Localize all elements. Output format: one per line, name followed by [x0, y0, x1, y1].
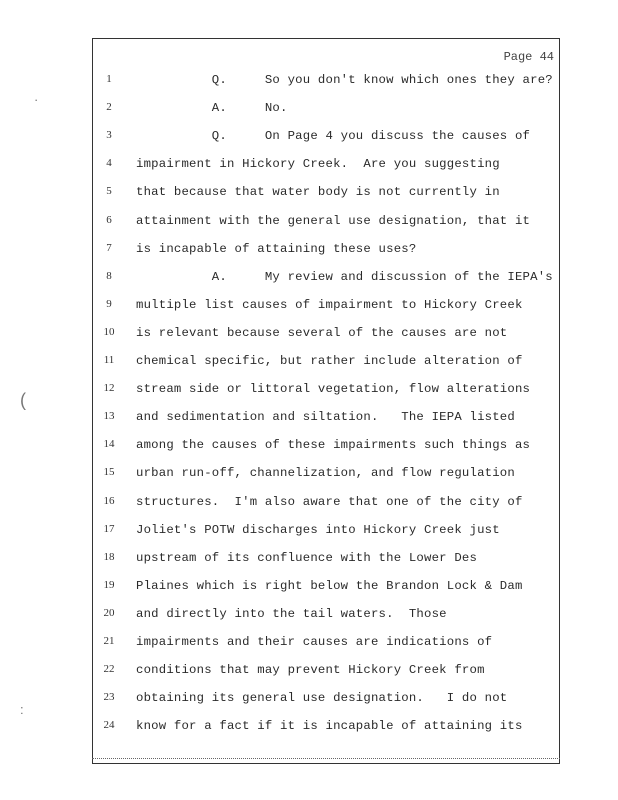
- line-number: 3: [106, 129, 112, 142]
- line-number: 15: [103, 466, 115, 479]
- line-number: 12: [103, 382, 115, 395]
- line-number: 7: [106, 241, 112, 254]
- line-number: 21: [103, 635, 115, 647]
- line-text: A. No.: [136, 101, 288, 116]
- line-number: 2: [106, 101, 112, 114]
- line-text: is relevant because several of the causes are not: [136, 325, 508, 340]
- transcript-line: [92, 270, 558, 290]
- line-number: 11: [103, 354, 115, 366]
- line-text: and sedimentation and siltation. The IEPA listed: [136, 410, 515, 425]
- line-number: 13: [103, 410, 115, 423]
- line-number: 14: [103, 438, 115, 451]
- line-text: impairments and their causes are indications of: [136, 635, 493, 649]
- transcript-line: [92, 635, 558, 655]
- transcript-line: [92, 410, 558, 430]
- line-text: Q. On Page 4 you discuss the causes of: [136, 129, 531, 144]
- line-number: 20: [103, 606, 115, 619]
- transcript-line: [92, 663, 558, 683]
- transcript-line: [92, 719, 558, 739]
- line-number: 19: [103, 578, 115, 591]
- line-number: 23: [103, 691, 115, 704]
- transcript-line: [92, 607, 558, 627]
- line-number: 4: [106, 157, 112, 170]
- line-text: obtaining its general use designation. I do not: [136, 691, 508, 706]
- transcript-line: [92, 438, 558, 458]
- line-number: 18: [103, 550, 115, 563]
- line-text: that because that water body is not currently in: [136, 185, 500, 200]
- transcript-line: [92, 523, 558, 543]
- margin-mark: ·: [34, 92, 39, 107]
- line-number: 1: [106, 73, 112, 85]
- line-text: structures. I'm also aware that one of the city of: [136, 494, 523, 509]
- line-number: 10: [103, 325, 115, 338]
- line-text: attainment with the general use designation, that it: [136, 213, 531, 228]
- line-text: is incapable of attaining these uses?: [136, 241, 417, 256]
- transcript-line: [92, 101, 558, 121]
- transcript-line: [92, 466, 558, 486]
- transcript-line: [92, 157, 558, 177]
- line-number: 8: [106, 269, 112, 282]
- line-text: stream side or littoral vegetation, flow alterations: [136, 382, 531, 397]
- transcript-line: [92, 73, 558, 93]
- transcript-line: [92, 242, 558, 262]
- line-text: urban run-off, channelization, and flow regulation: [136, 466, 515, 481]
- transcript-line: [92, 129, 558, 149]
- transcript-line: [92, 495, 558, 515]
- line-number: 16: [103, 494, 115, 507]
- margin-mark: :: [20, 702, 24, 717]
- margin-mark: (: [20, 390, 26, 410]
- line-text: multiple list causes of impairment to Hickory Creek: [136, 297, 523, 312]
- line-number: 9: [106, 297, 112, 310]
- transcript-line: [92, 579, 558, 599]
- line-number: 22: [103, 663, 115, 676]
- line-number: 5: [106, 185, 112, 198]
- page-number: Page 44: [503, 50, 554, 64]
- line-text: among the causes of these impairments such things as: [136, 438, 531, 453]
- bottom-rule: [92, 758, 560, 760]
- transcript-line: [92, 551, 558, 571]
- line-text: chemical specific, but rather include alteration of: [136, 354, 523, 368]
- line-text: impairment in Hickory Creek. Are you suggesting: [136, 157, 500, 172]
- transcript-line: [92, 185, 558, 205]
- transcript-line: [92, 354, 558, 374]
- line-text: Joliet's POTW discharges into Hickory Creek just: [136, 522, 500, 537]
- line-text: and directly into the tail waters. Those: [136, 606, 447, 621]
- transcript-line: [92, 382, 558, 402]
- line-text: know for a fact if it is incapable of attaining its: [136, 719, 523, 734]
- transcript-line: [92, 214, 558, 234]
- transcript-line: [92, 298, 558, 318]
- line-text: A. My review and discussion of the IEPA's: [136, 269, 553, 284]
- line-number: 6: [106, 213, 112, 226]
- transcript-line: [92, 691, 558, 711]
- line-text: Q. So you don't know which ones they are?: [136, 73, 553, 87]
- line-text: upstream of its confluence with the Lower Des: [136, 550, 478, 565]
- line-text: Plaines which is right below the Brandon Lock & Dam: [136, 578, 523, 593]
- line-number: 17: [103, 522, 115, 535]
- line-text: conditions that may prevent Hickory Creek from: [136, 663, 485, 678]
- transcript-line: [92, 326, 558, 346]
- line-number: 24: [103, 719, 115, 732]
